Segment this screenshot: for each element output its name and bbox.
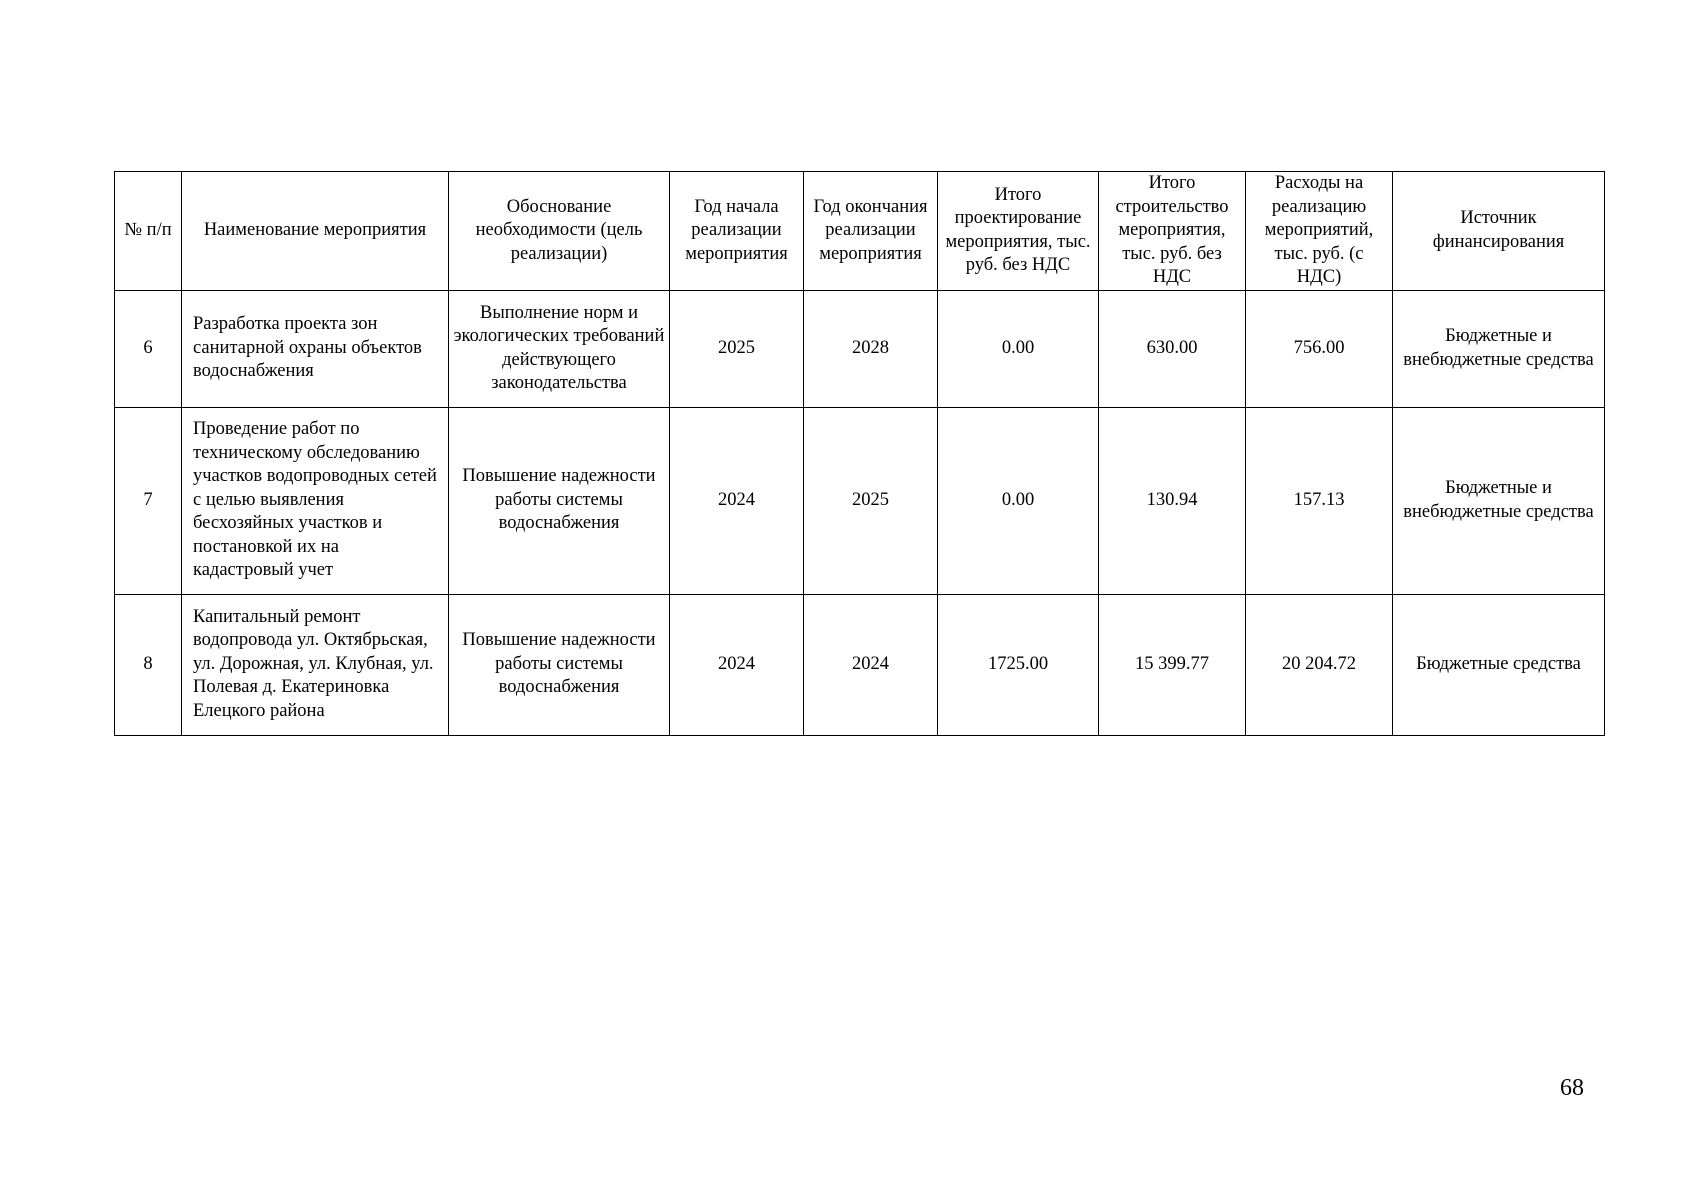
cell-end-year: 2025 <box>804 407 938 594</box>
cell-expenses-vat: 20 204.72 <box>1246 594 1393 735</box>
header-expenses-vat: Расходы на реализацию мероприятий, тыс. руб. (с НДС) <box>1246 172 1393 291</box>
page-number: 68 <box>1560 1075 1584 1101</box>
header-construction-total: Итого строительство мероприятия, тыс. руб. без НДС <box>1099 172 1246 291</box>
header-start-year: Год начала реализации мероприятия <box>670 172 804 291</box>
cell-name: Проведение работ по техническому обследованию участков водопроводных сетей с целью выявления бесхозяйных участков и постановкой их на кадастровый учет <box>182 407 449 594</box>
cell-number: 8 <box>115 594 182 735</box>
cell-construction-total: 15 399.77 <box>1099 594 1246 735</box>
cell-expenses-vat: 157.13 <box>1246 407 1393 594</box>
cell-expenses-vat: 756.00 <box>1246 290 1393 407</box>
cell-justification: Выполнение норм и экологических требований действующего законодательства <box>449 290 670 407</box>
cell-end-year: 2028 <box>804 290 938 407</box>
cell-number: 7 <box>115 407 182 594</box>
cell-design-total: 0.00 <box>938 290 1099 407</box>
header-end-year: Год окончания реализации мероприятия <box>804 172 938 291</box>
cell-end-year: 2024 <box>804 594 938 735</box>
measures-table-container <box>114 171 1604 736</box>
cell-name: Разработка проекта зон санитарной охраны объектов водоснабжения <box>182 290 449 407</box>
header-justification: Обоснование необходимости (цель реализации) <box>449 172 670 291</box>
header-number: № п/п <box>115 172 182 291</box>
cell-design-total: 0.00 <box>938 407 1099 594</box>
table-row <box>115 594 1605 735</box>
cell-number: 6 <box>115 290 182 407</box>
header-funding-source: Источник финансирования <box>1393 172 1605 291</box>
cell-funding-source: Бюджетные средства <box>1393 594 1605 735</box>
cell-funding-source: Бюджетные и внебюджетные средства <box>1393 290 1605 407</box>
measures-table <box>114 171 1605 736</box>
cell-construction-total: 130.94 <box>1099 407 1246 594</box>
cell-start-year: 2024 <box>670 407 804 594</box>
table-row <box>115 290 1605 407</box>
table-header-row <box>115 172 1605 291</box>
cell-start-year: 2025 <box>670 290 804 407</box>
cell-name: Капитальный ремонт водопровода ул. Октябрьская, ул. Дорожная, ул. Клубная, ул. Полевая д. Екатериновка Елецкого района <box>182 594 449 735</box>
table-row <box>115 407 1605 594</box>
header-design-total: Итого проектирование мероприятия, тыс. руб. без НДС <box>938 172 1099 291</box>
cell-funding-source: Бюджетные и внебюджетные средства <box>1393 407 1605 594</box>
cell-construction-total: 630.00 <box>1099 290 1246 407</box>
cell-design-total: 1725.00 <box>938 594 1099 735</box>
cell-justification: Повышение надежности работы системы водоснабжения <box>449 594 670 735</box>
cell-start-year: 2024 <box>670 594 804 735</box>
cell-justification: Повышение надежности работы системы водоснабжения <box>449 407 670 594</box>
header-name: Наименование мероприятия <box>182 172 449 291</box>
